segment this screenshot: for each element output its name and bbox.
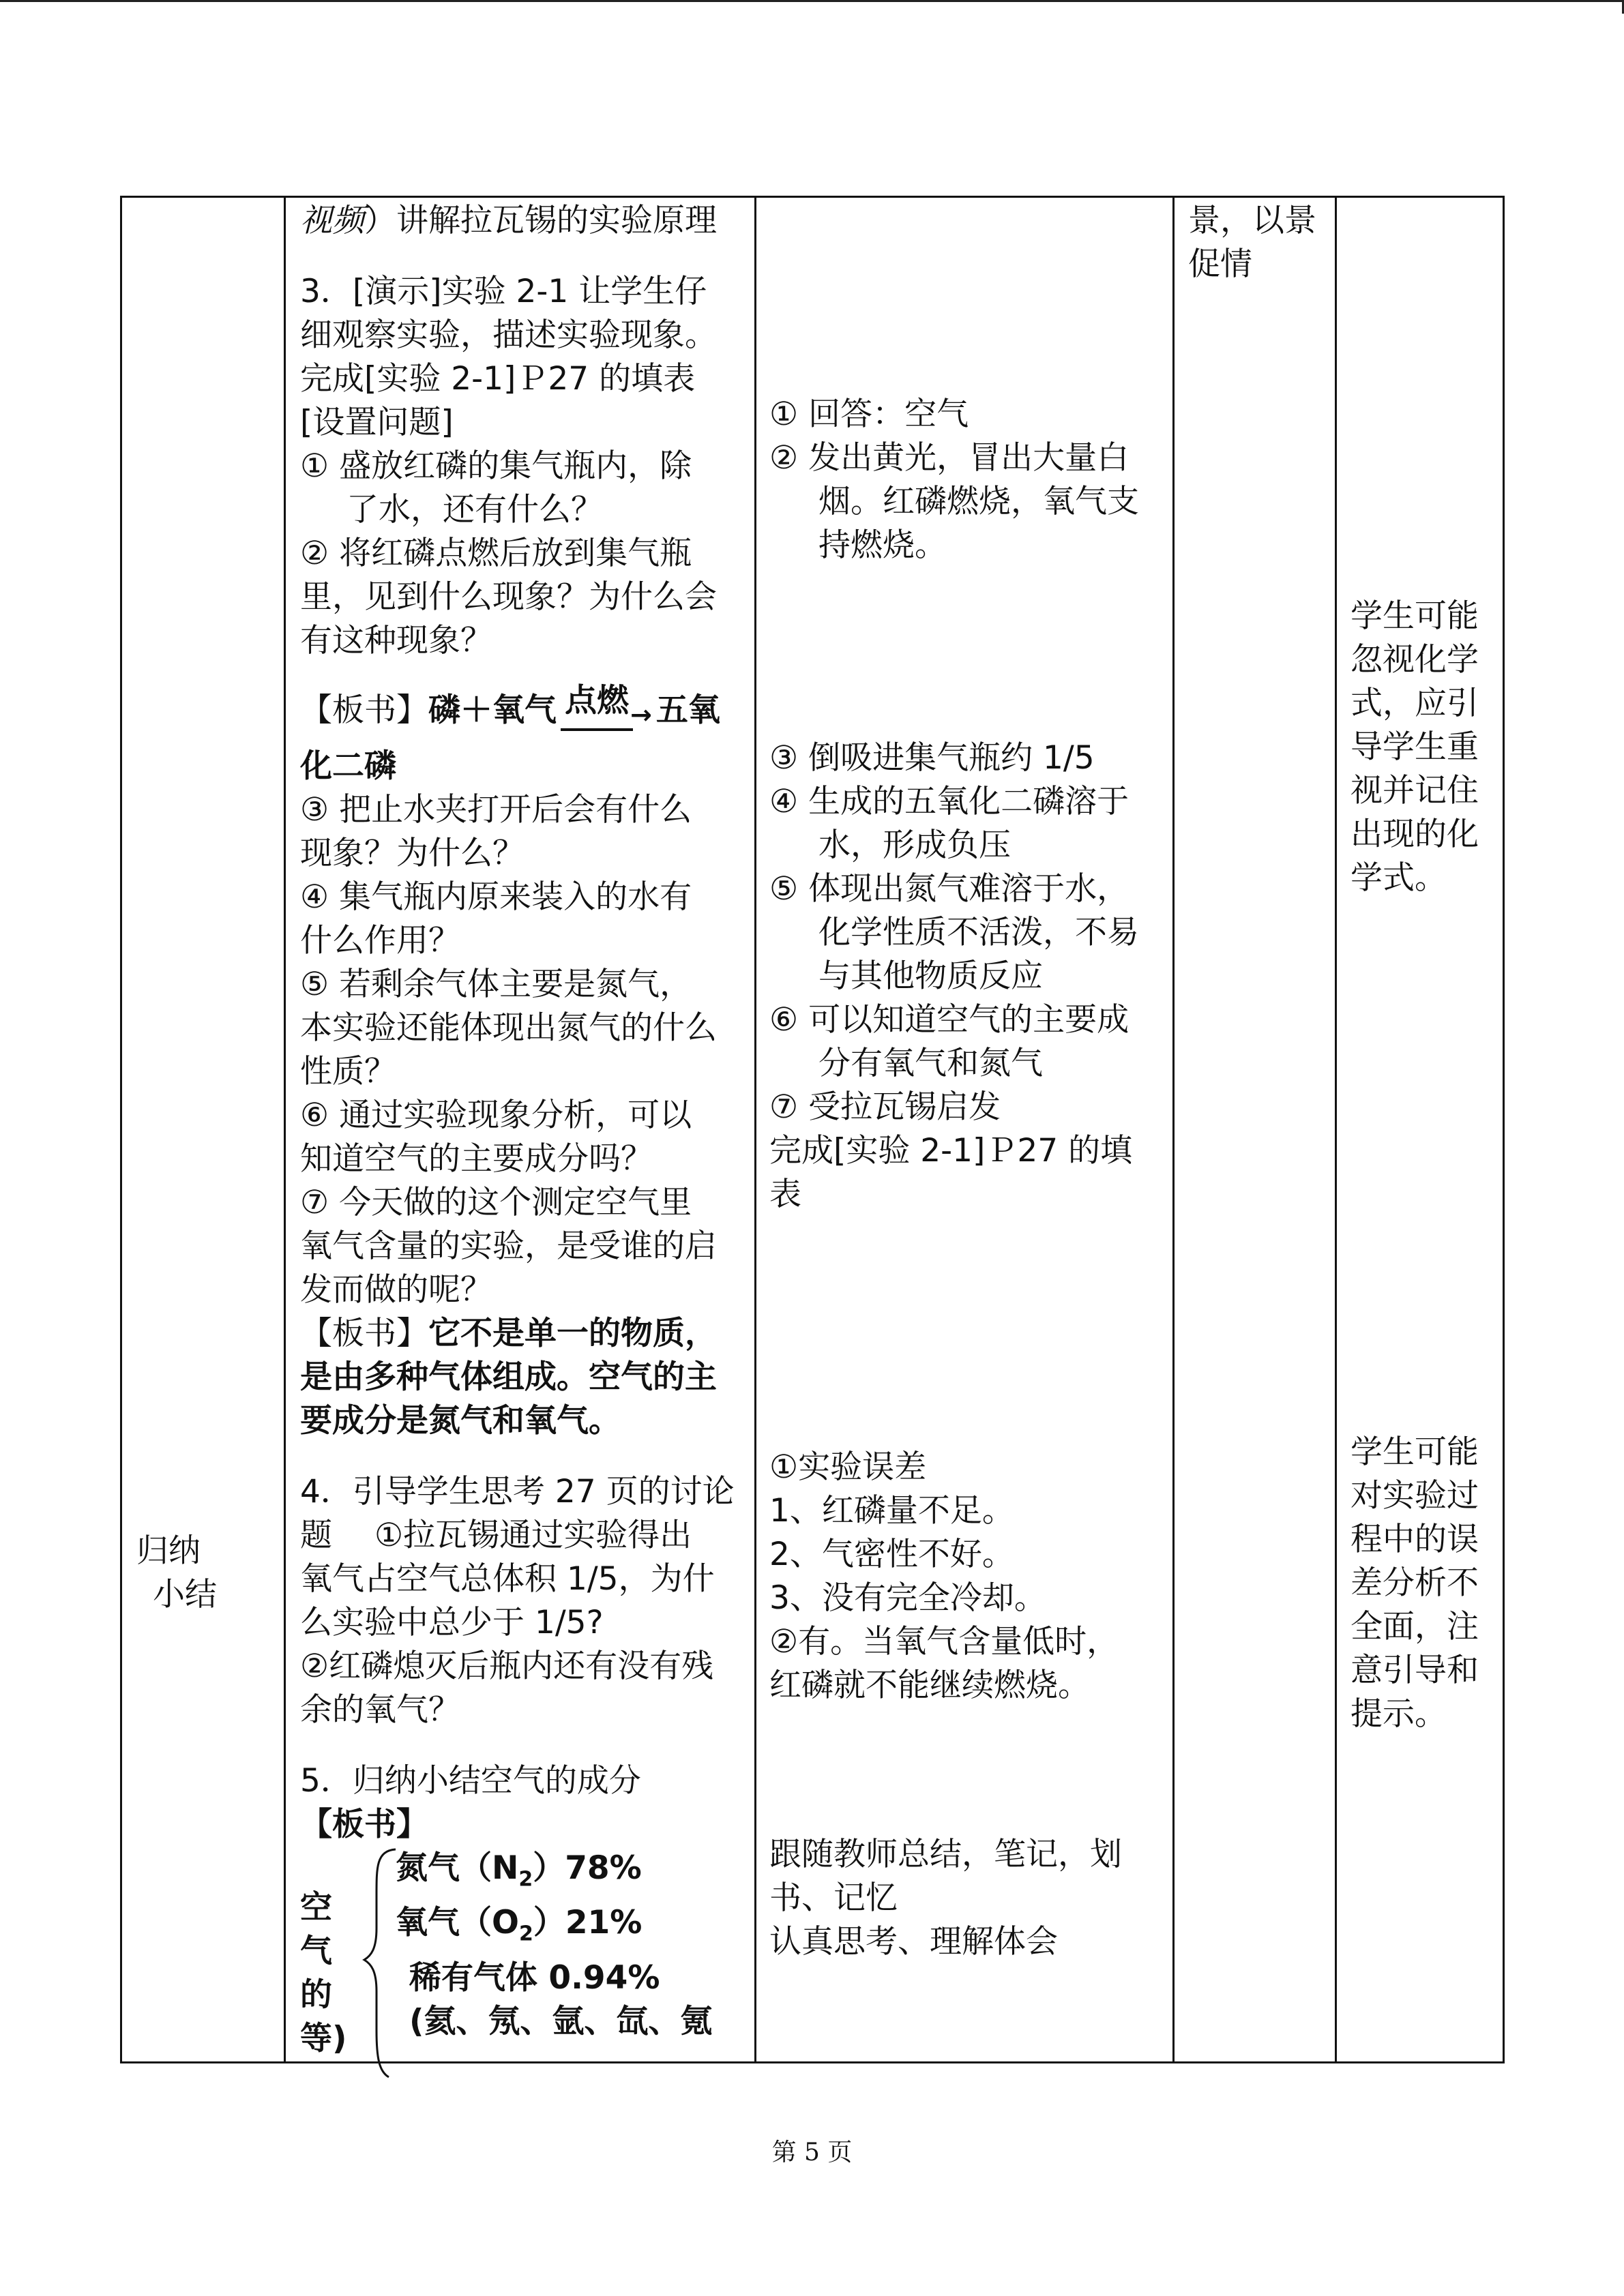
- step5-line: 5．归纳小结空气的成分: [300, 1762, 641, 1800]
- step3-line3: 完成[实验 2-1]Ｐ27 的填表: [300, 360, 696, 398]
- student-activity: [769, 393, 1168, 567]
- table-divider-1: [284, 196, 286, 2063]
- table-border-left: [120, 196, 122, 2063]
- ignite-condition: 点燃: [561, 674, 633, 731]
- answer6-line2: 分有氧气和氮气: [818, 1045, 1043, 1082]
- question2-line1: ② 将红磷点燃后放到集气瓶: [300, 535, 692, 572]
- answer7: ⑦ 受拉瓦锡启发: [769, 1088, 1001, 1126]
- teaching-note-1: [1350, 595, 1501, 900]
- board-summary-line1: 它不是单一的物质，: [428, 1315, 717, 1352]
- table-border-top: [120, 196, 1505, 198]
- lavoisier-line: ）讲解拉瓦锡的实验原理: [364, 202, 717, 239]
- question7-line3: 发而做的呢？: [300, 1271, 492, 1309]
- residual-oxygen-line2: 红磷就不能继续燃烧。: [769, 1667, 1090, 1704]
- step4-line4: 么实验中总少于 1/5?: [300, 1604, 604, 1641]
- note2-line3: 程中的误: [1350, 1521, 1479, 1558]
- note2-line7: 提示。: [1350, 1695, 1447, 1733]
- question5-line3: 性质？: [300, 1053, 396, 1090]
- page-number: 第 5 页: [771, 2138, 853, 2166]
- question6-line1: ⑥ 通过实验现象分析，可以: [300, 1097, 692, 1134]
- table-divider-2: [754, 196, 756, 2063]
- step4-line1: 4．引导学生思考 27 页的讨论: [300, 1473, 735, 1510]
- col1-label-line1: 归纳: [136, 1532, 201, 1570]
- question4-line1: ④ 集气瓶内原来装入的水有: [300, 878, 692, 916]
- answer8-line1: 完成[实验 2-1]Ｐ27 的填: [769, 1132, 1133, 1169]
- answer5-line2: 化学性质不活泼，不易: [818, 914, 1139, 951]
- answer2-line2: 烟。红磷燃烧，氧气支: [818, 483, 1139, 520]
- answer6-line1: ⑥ 可以知道空气的主要成: [769, 1001, 1130, 1039]
- question2-line2: 里，见到什么现象？为什么会: [300, 578, 717, 616]
- nitrogen-line: 氮气$(N_2)78\%$: [396, 1849, 642, 1892]
- answer4-line1: ④ 生成的五氧化二磷溶于: [769, 783, 1130, 820]
- note2-line2: 对实验过: [1350, 1477, 1479, 1515]
- air-char-4: 等): [300, 2020, 347, 2057]
- rare-gas-list: (氦、氖、氩、氙、氪: [409, 2002, 713, 2040]
- student-error-analysis: [769, 1446, 1168, 1708]
- question5-line2: 本实验还能体现出氮气的什么: [300, 1009, 717, 1047]
- answer5-line3: 与其他物质反应: [818, 957, 1043, 995]
- step3-line4: [设置问题]: [300, 404, 454, 441]
- note1-line2: 忽视化学: [1350, 641, 1479, 679]
- error-item2: 2、气密性不好。: [769, 1536, 1014, 1573]
- question3-line1: ③ 把止水夹打开后会有什么: [300, 791, 692, 829]
- student-summary: [769, 1833, 1168, 1964]
- rare-gas-line: 稀有气体 0.94%: [409, 1958, 660, 1997]
- note2-line4: 差分析不: [1350, 1564, 1479, 1602]
- summary-line2: 书、记忆: [769, 1879, 898, 1917]
- note1-line5: 视并记住: [1350, 772, 1479, 809]
- ignite-arrow: [561, 683, 652, 741]
- board-label-1: 【板书】: [300, 691, 428, 729]
- note1-line1: 学生可能: [1350, 597, 1479, 635]
- intent-line2: 促情: [1188, 245, 1252, 283]
- air-char-1: 空: [300, 1889, 332, 1926]
- answer8-line2: 表: [769, 1176, 801, 1213]
- note2-line6: 意引导和: [1350, 1652, 1479, 1689]
- table-divider-3: [1172, 196, 1175, 2063]
- step4-line6: 余的氧气？: [300, 1691, 460, 1729]
- error-item1: 1、红磷量不足。: [769, 1492, 1014, 1530]
- question4-line2: 什么作用？: [300, 922, 460, 959]
- step4-line2: 题 ①拉瓦锡通过实验得出: [300, 1517, 692, 1554]
- arrow-icon: →: [630, 700, 652, 730]
- note1-line6: 出现的化: [1350, 816, 1479, 853]
- error-title: ①实验误差: [769, 1448, 927, 1486]
- question1-line2: 了水，还有什么？: [346, 491, 603, 528]
- summary-line3: 认真思考、理解体会: [769, 1923, 1058, 1960]
- design-intent: [1188, 199, 1331, 286]
- question6-line2: 知道空气的主要成分吗？: [300, 1140, 653, 1178]
- table-border-right: [1503, 196, 1505, 2063]
- question3-line2: 现象？为什么？: [300, 835, 525, 872]
- board-summary-line3: 要成分是氮气和氧气。: [300, 1402, 621, 1440]
- col1-label: [136, 1530, 273, 1617]
- note1-line4: 导学生重: [1350, 728, 1479, 766]
- question7-line2: 氧气含量的实验，是受谁的启: [300, 1227, 717, 1265]
- equation-product-start: 五氧: [655, 691, 720, 729]
- teacher-activity: [300, 199, 750, 2057]
- answer4-line2: 水，形成负压: [818, 826, 1011, 864]
- answer2-line1: ② 发出黄光，冒出大量白: [769, 439, 1130, 477]
- summary-line1: 跟随教师总结，笔记，划: [769, 1836, 1122, 1873]
- table-divider-4: [1335, 196, 1337, 2063]
- answer3: ③ 倒吸进集气瓶约 1/5: [769, 739, 1095, 777]
- board-label-3: 【板书】: [300, 1806, 428, 1843]
- video-label: 视频: [300, 202, 364, 239]
- board-summary-line2: 是由多种气体组成。空气的主: [300, 1358, 717, 1396]
- board-equation: [300, 683, 750, 741]
- equation-product-end: 化二磷: [300, 747, 396, 785]
- student-answers-mid: [769, 736, 1168, 1217]
- answer2-line3: 持燃烧。: [818, 526, 947, 564]
- error-item3: 3、没有完全冷却。: [769, 1579, 1046, 1617]
- step3-line1: 3．[演示]实验 2-1 让学生仔: [300, 273, 707, 310]
- note1-line3: 式，应引: [1350, 685, 1479, 722]
- step4-line5: ②红磷熄灭后瓶内还有没有残: [300, 1648, 714, 1685]
- air-vertical-label: [300, 1886, 347, 2061]
- note2-line1: 学生可能: [1350, 1433, 1479, 1471]
- residual-oxygen-line1: ②有。当氧气含量低时，: [769, 1623, 1119, 1660]
- question7-line1: ⑦ 今天做的这个测定空气里: [300, 1184, 692, 1221]
- step3-line2: 细观察实验，描述实验现象。: [300, 316, 717, 354]
- equation-reactants: 磷＋氧气: [428, 691, 557, 729]
- note1-line7: 学式。: [1350, 859, 1447, 897]
- air-char-3: 的: [300, 1976, 332, 2014]
- question2-line3: 有这种现象？: [300, 622, 492, 659]
- col1-label-line2: 小结: [153, 1576, 217, 1613]
- teaching-note-2: [1350, 1431, 1501, 1736]
- air-composition-block: [300, 1847, 750, 2057]
- step4-line3: 氧气占空气总体积 1/5，为什: [300, 1560, 715, 1598]
- question5-line1: ⑤ 若剩余气体主要是氮气，: [300, 966, 692, 1003]
- answer5-line1: ⑤ 体现出氮气难溶于水，: [769, 870, 1130, 908]
- oxygen-line: 氧气$(O_2)21\%$: [396, 1904, 643, 1946]
- board-label-2: 【板书】: [300, 1315, 428, 1352]
- air-char-2: 气: [300, 1933, 332, 1970]
- question1-line1: ① 盛放红磷的集气瓶内，除: [300, 447, 692, 485]
- page-top-border: [0, 0, 1624, 2]
- intent-line1: 景，以景: [1188, 202, 1316, 239]
- answer1: ① 回答：空气: [769, 396, 969, 433]
- note2-line5: 全面，注: [1350, 1608, 1479, 1645]
- table-border-bottom: [120, 2061, 1505, 2063]
